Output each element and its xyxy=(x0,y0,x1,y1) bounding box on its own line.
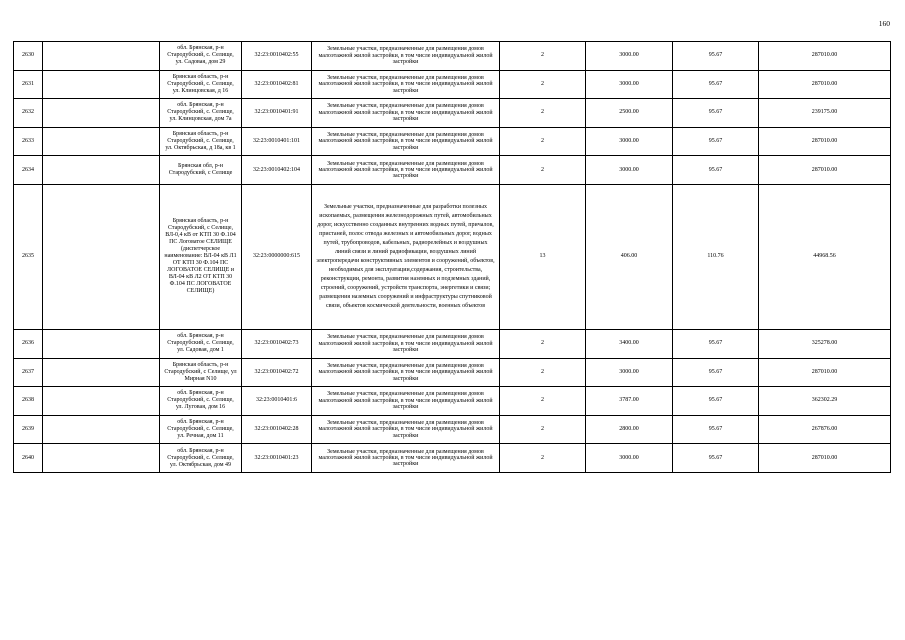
cadastral-value-cell: 287010.00 xyxy=(759,127,891,156)
cadastral-number-cell: 32:23:0000000:615 xyxy=(242,184,312,329)
category-cell: 2 xyxy=(500,127,586,156)
area-cell: 3400.00 xyxy=(586,329,673,358)
row-number: 2636 xyxy=(14,329,43,358)
address-cell: обл. Брянская, р-н Стародубский, с. Селище, ул. Луговая, дом 16 xyxy=(160,387,242,416)
category-cell: 2 xyxy=(500,156,586,185)
land-use-cell: Земельные участки, предназначенные для размещения домов малоэтажной жилой застройки, в том числе индивидуальной жилой застройки xyxy=(312,127,500,156)
rate-cell: 95.67 xyxy=(673,70,759,99)
land-use-cell: Земельные участки, предназначенные для размещения домов малоэтажной жилой застройки, в том числе индивидуальной жилой застройки xyxy=(312,156,500,185)
rate-cell: 95.67 xyxy=(673,358,759,387)
empty-cell xyxy=(43,156,160,185)
cadastral-value-cell: 287010.00 xyxy=(759,70,891,99)
area-cell: 3000.00 xyxy=(586,358,673,387)
land-use-cell: Земельные участки, предназначенные для размещения домов малоэтажной жилой застройки, в том числе индивидуальной жилой застройки xyxy=(312,444,500,473)
address-cell: Брянская обл, р-н Стародубский, с Селище xyxy=(160,156,242,185)
cadastral-value-cell: 287010.00 xyxy=(759,358,891,387)
cadastral-number-cell: 32:23:0010402:81 xyxy=(242,70,312,99)
rate-cell: 95.67 xyxy=(673,127,759,156)
cadastral-value-table xyxy=(13,41,891,473)
rate-cell: 95.67 xyxy=(673,329,759,358)
area-cell: 3000.00 xyxy=(586,156,673,185)
table-row xyxy=(14,358,891,387)
cadastral-number-cell: 32:23:0010402:72 xyxy=(242,358,312,387)
area-cell: 2800.00 xyxy=(586,415,673,444)
cadastral-value-cell: 44968.56 xyxy=(759,184,891,329)
land-use-cell: Земельные участки, предназначенные для размещения домов малоэтажной жилой застройки, в том числе индивидуальной жилой застройки xyxy=(312,415,500,444)
empty-cell xyxy=(43,42,160,71)
cadastral-value-cell: 287010.00 xyxy=(759,42,891,71)
rate-cell: 95.67 xyxy=(673,444,759,473)
address-cell: Брянская область, р-н Стародубский, с Селище, ул Мирная N10 xyxy=(160,358,242,387)
land-use-cell: Земельные участки, предназначенные для разработки полезных ископаемых, размещения железнодорожных путей, автомобильных дорог, искусственно созданных внутренних водных путей, причалов, пристаней, полос отвода железных и автомобильных дорог, водных путей, трубопроводов, кабельных, радиорелейных и воздушных линий связи и линий радиофикации, воздушных линий электропередачи конструктивных элементов и сооружений, объектов, необходимых для эксплуатации,содержания, строительства, реконструкции, ремонта, развития наземных и подземных зданий, строений, сооружений, устройств транспорта, энергетики и связи; размещения наземных сооружений и инфраструктуры спутниковой связи, объектов космической деятельности, военных объектов xyxy=(312,184,500,329)
row-number: 2640 xyxy=(14,444,43,473)
cadastral-value-cell: 325278.00 xyxy=(759,329,891,358)
address-cell: Брянская область, р-н Стародубский, с. Селище, ул. Клинцовская, д 16 xyxy=(160,70,242,99)
row-number: 2633 xyxy=(14,127,43,156)
area-cell: 3787.00 xyxy=(586,387,673,416)
land-use-cell: Земельные участки, предназначенные для размещения домов малоэтажной жилой застройки, в том числе индивидуальной жилой застройки xyxy=(312,387,500,416)
empty-cell xyxy=(43,387,160,416)
category-cell: 2 xyxy=(500,444,586,473)
rate-cell: 95.67 xyxy=(673,415,759,444)
cadastral-number-cell: 32:23:0010402:55 xyxy=(242,42,312,71)
cadastral-value-cell: 267876.00 xyxy=(759,415,891,444)
area-cell: 406.00 xyxy=(586,184,673,329)
cadastral-value-cell: 362302.29 xyxy=(759,387,891,416)
area-cell: 3000.00 xyxy=(586,70,673,99)
table-row xyxy=(14,329,891,358)
table-row xyxy=(14,99,891,128)
land-use-cell: Земельные участки, предназначенные для размещения домов малоэтажной жилой застройки, в том числе индивидуальной жилой застройки xyxy=(312,358,500,387)
empty-cell xyxy=(43,329,160,358)
row-number: 2632 xyxy=(14,99,43,128)
table-row xyxy=(14,70,891,99)
row-number: 2631 xyxy=(14,70,43,99)
empty-cell xyxy=(43,70,160,99)
cadastral-number-cell: 32:23:0010402:73 xyxy=(242,329,312,358)
category-cell: 2 xyxy=(500,415,586,444)
cadastral-value-cell: 239175.00 xyxy=(759,99,891,128)
table-row xyxy=(14,184,891,329)
cadastral-number-cell: 32:23:0010401:6 xyxy=(242,387,312,416)
address-cell: Брянская область, р-н Стародубский, с. Селище, ул. Октябрьская, д 18а, кв 1 xyxy=(160,127,242,156)
address-cell: Брянская область, р-н Стародубский, с Селище, ВЛ-0,4 кВ от КТП 30 Ф.104 ПС Логоватое СЕЛИЩЕ (диспетчерское наименование: ВЛ-04 кВ Л1 ОТ КТП 30 Ф.104 ПС ЛОГОВАТОЕ СЕЛИЩЕ и ВЛ-04 кВ Л2 ОТ КТП 30 Ф.104 ПС ЛОГОВАТОЕ СЕЛИЩЕ) xyxy=(160,184,242,329)
table-row xyxy=(14,387,891,416)
table-row xyxy=(14,127,891,156)
cadastral-value-cell: 287010.00 xyxy=(759,156,891,185)
cadastral-value-cell: 287010.00 xyxy=(759,444,891,473)
empty-cell xyxy=(43,99,160,128)
area-cell: 3000.00 xyxy=(586,127,673,156)
category-cell: 13 xyxy=(500,184,586,329)
category-cell: 2 xyxy=(500,70,586,99)
land-use-cell: Земельные участки, предназначенные для размещения домов малоэтажной жилой застройки, в том числе индивидуальной жилой застройки xyxy=(312,42,500,71)
table-row xyxy=(14,444,891,473)
rate-cell: 95.67 xyxy=(673,99,759,128)
row-number: 2630 xyxy=(14,42,43,71)
row-number: 2638 xyxy=(14,387,43,416)
address-cell: обл. Брянская, р-н Стародубский, с. Селище, ул. Октябрьская, дом 49 xyxy=(160,444,242,473)
area-cell: 3000.00 xyxy=(586,444,673,473)
address-cell: обл. Брянская, р-н Стародубский, с. Селище, ул. Речная, дом 11 xyxy=(160,415,242,444)
area-cell: 3000.00 xyxy=(586,42,673,71)
empty-cell xyxy=(43,358,160,387)
address-cell: обл. Брянская, р-н Стародубский, с. Селище, ул. Садовая, дом 1 xyxy=(160,329,242,358)
rate-cell: 95.67 xyxy=(673,156,759,185)
empty-cell xyxy=(43,444,160,473)
land-use-cell: Земельные участки, предназначенные для размещения домов малоэтажной жилой застройки, в том числе индивидуальной жилой застройки xyxy=(312,70,500,99)
land-use-cell: Земельные участки, предназначенные для размещения домов малоэтажной жилой застройки, в том числе индивидуальной жилой застройки xyxy=(312,329,500,358)
category-cell: 2 xyxy=(500,42,586,71)
land-use-cell: Земельные участки, предназначенные для размещения домов малоэтажной жилой застройки, в том числе индивидуальной жилой застройки xyxy=(312,99,500,128)
table-row xyxy=(14,156,891,185)
row-number: 2635 xyxy=(14,184,43,329)
empty-cell xyxy=(43,184,160,329)
table-row xyxy=(14,415,891,444)
address-cell: обл. Брянская, р-н Стародубский, с. Селище, ул. Садовая, дом 29 xyxy=(160,42,242,71)
cadastral-number-cell: 32:23:0010402:104 xyxy=(242,156,312,185)
cadastral-number-cell: 32:23:0010401:23 xyxy=(242,444,312,473)
page-number: 160 xyxy=(878,19,890,28)
address-cell: обл. Брянская, р-н Стародубский, с. Селище, ул. Клинцовская, дом 7а xyxy=(160,99,242,128)
row-number: 2637 xyxy=(14,358,43,387)
category-cell: 2 xyxy=(500,99,586,128)
category-cell: 2 xyxy=(500,387,586,416)
rate-cell: 95.67 xyxy=(673,42,759,71)
cadastral-number-cell: 32:23:0010402:28 xyxy=(242,415,312,444)
category-cell: 2 xyxy=(500,329,586,358)
empty-cell xyxy=(43,415,160,444)
rate-cell: 95.67 xyxy=(673,387,759,416)
row-number: 2639 xyxy=(14,415,43,444)
cadastral-number-cell: 32:23:0010401:101 xyxy=(242,127,312,156)
table-row xyxy=(14,42,891,71)
row-number: 2634 xyxy=(14,156,43,185)
area-cell: 2500.00 xyxy=(586,99,673,128)
cadastral-number-cell: 32:23:0010401:91 xyxy=(242,99,312,128)
rate-cell: 110.76 xyxy=(673,184,759,329)
category-cell: 2 xyxy=(500,358,586,387)
empty-cell xyxy=(43,127,160,156)
